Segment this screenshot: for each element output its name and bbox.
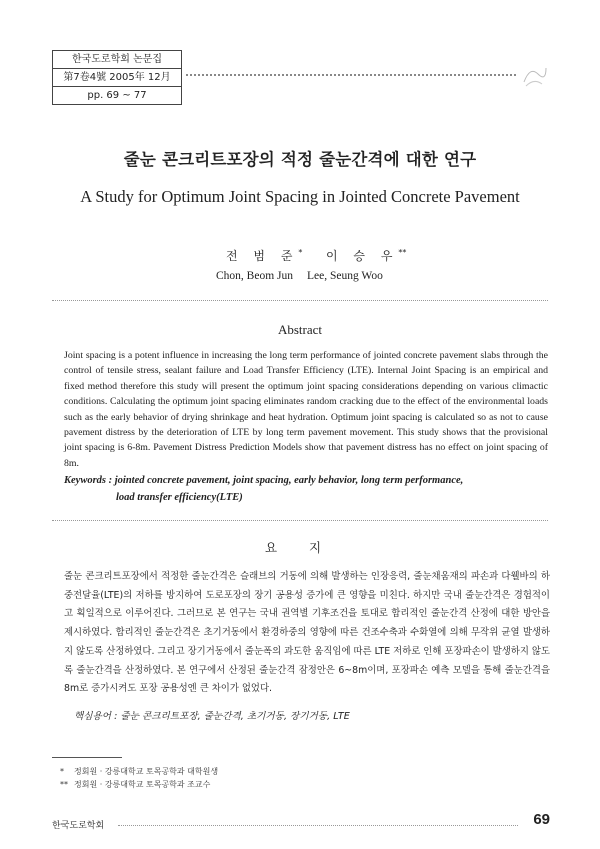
- keywords-english: [64, 472, 548, 506]
- keywords-line-1: jointed concrete pavement, joint spacing, early behavior, long term performance,: [114, 475, 464, 486]
- abstract-heading: Abstract: [277, 322, 323, 337]
- keywords-korean-list: 줄눈 콘크리트포장, 줄눈간격, 초기거동, 장기거동, LTE: [120, 711, 350, 722]
- paper-title-korean: 줄눈 콘크리트포장의 적정 줄눈간격에 대한 연구: [123, 150, 477, 169]
- journal-pages: pp. 69 ~ 77: [87, 90, 147, 101]
- yoji-heading: 요 지: [264, 540, 336, 555]
- keywords-korean-label: 핵심용어 :: [74, 711, 118, 722]
- yoji-text: 줄눈 콘크리트포장에서 적정한 줄눈간격은 슬래브의 거동에 의해 발생하는 인장응력, 줄눈채움재의 파손과 다웰바의 하중전달율(LTE)의 저하를 방지하여 도로포장의 장기 공용성 증가에 큰 영향을 미친다. 하지만 국내 줄눈간격은 경험적이고 획일적으로 이루어진다. 그러므로 본 연구는 국내 권역별 기후조건을 토대로 합리적인 줄눈간격 산정에 대한 방안을 제시하였다. 합리적인 줄눈간격은 초기거동에서 환경하중의 영향에 따른 건조수축과 수화열에 의해 무작위 균열 발생하지 않도록 산정하였다. 그리고 장기거동에서 줄눈폭의 과도한 움직임에 따른 LTE 저하로 인해 포장파손이 발생하지 않도록 줄눈간격을 산정하였다. 본 연구에서 산정된 줄눈간격 잠정안은 6~8m이며, 포장파손 예측 모델을 통해 줄눈간격을 8m로 증가시켜도 포장 공용성엔 큰 차이가 없었다.: [64, 571, 550, 695]
- abstract-text: Joint spacing is a potent influence in increasing the long term performance of jointed concrete pavement slabs through the control of tensile stress, sealant failure and Load Transfer Efficiency (LTE). Internal Joint Spacing is an empirical and fixed method therefore this study will present the optimum joint spacing considerations depending on various climactic conditions. Calculating the optimum joint spacing eliminates random cracking due to the effect of the environmental loads such as the early behavior of drying shrinkage and heat hydration. Optimum joint spacing is calculated so as not to cause pavement distress by the deterioration of LTE by long term pavement movement. This study shows that the provisional joint spacing is 6-8m. Pavement Distress Prediction Models show that pavement distress has no effect on joint spacing of 8m.: [64, 350, 548, 469]
- footnote-2: ** 정회원 · 강릉대학교 토목공학과 조교수: [60, 780, 211, 789]
- journal-info-box: [52, 50, 182, 105]
- journal-name: 한국도로학회 논문집: [53, 51, 181, 69]
- footnote-rule: [52, 757, 122, 758]
- footnote-1: * 정회원 · 강릉대학교 토목공학과 대학원생: [60, 767, 219, 776]
- authors-separator: [52, 300, 548, 301]
- page-number: 69: [533, 811, 550, 828]
- abstract-separator: [52, 520, 548, 521]
- footer-dotted-rule: [118, 825, 518, 826]
- keywords-korean: [74, 708, 350, 722]
- author-2-korean-name: 이 승 우**: [326, 248, 407, 263]
- header-scribble-decoration: [520, 60, 548, 90]
- author-2-english-name: Lee, Seung Woo: [307, 270, 383, 282]
- keywords-label: Keywords :: [64, 475, 113, 486]
- keywords-line-2: load transfer efficiency(LTE): [116, 492, 243, 503]
- author-1-english-name: Chon, Beom Jun: [216, 270, 293, 282]
- paper-title-english: A Study for Optimum Joint Spacing in Jointed Concrete Pavement: [80, 187, 520, 206]
- header-dotted-rule: [186, 74, 516, 76]
- footer-society-name: 한국도로학회: [52, 821, 105, 831]
- author-1-korean-name: 전 범 준*: [226, 248, 303, 263]
- journal-issue: 第7卷4號 2005年 12月: [53, 69, 181, 87]
